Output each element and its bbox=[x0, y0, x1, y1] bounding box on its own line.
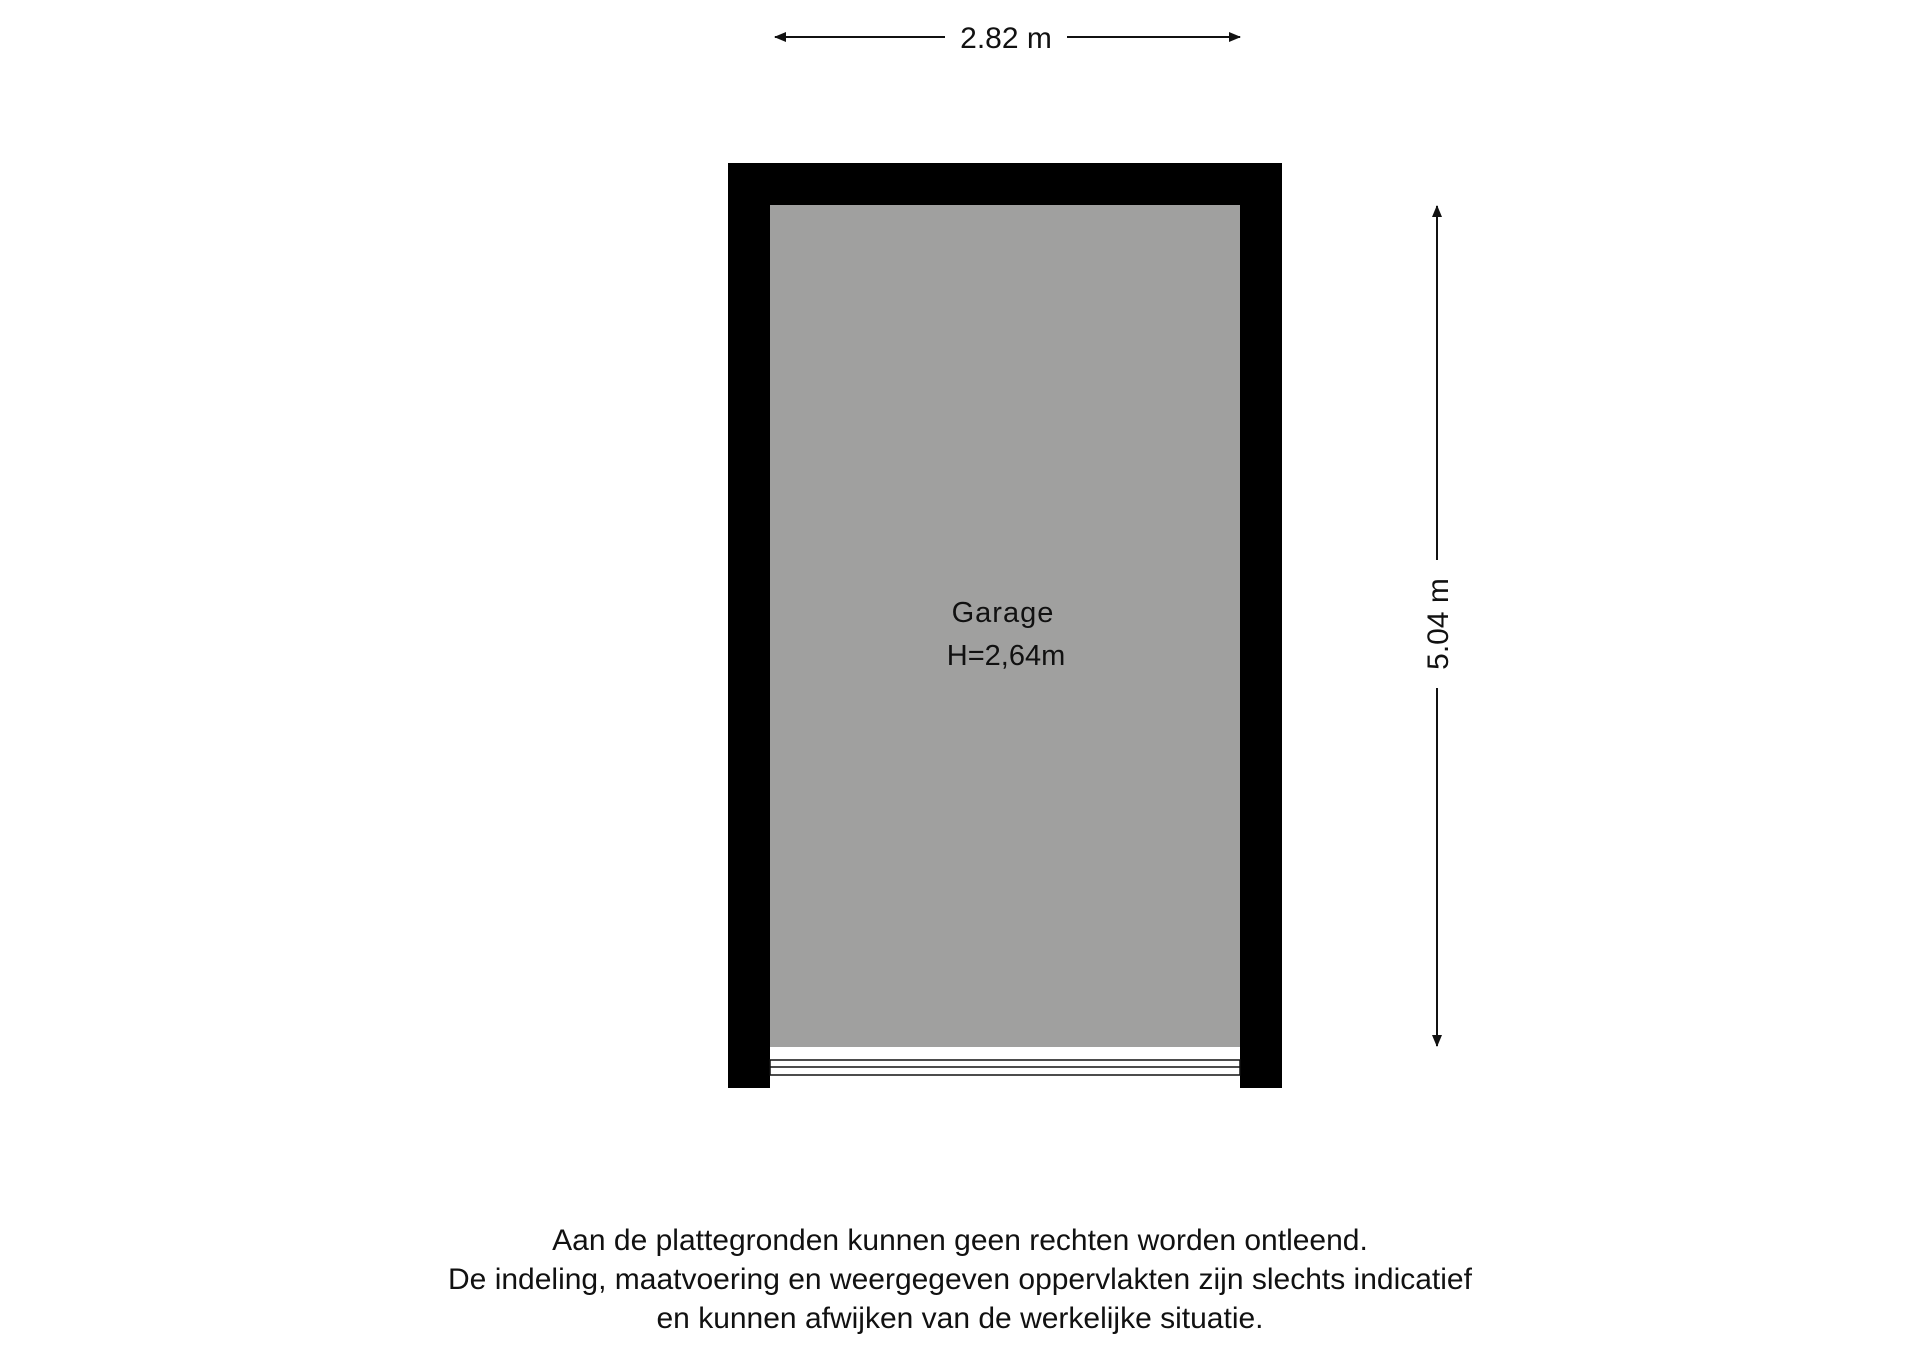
disclaimer bbox=[0, 1221, 1920, 1338]
width-dimension-label: 2.82 m bbox=[960, 22, 1052, 55]
garage-door bbox=[770, 1060, 1240, 1075]
room-height-label: H=2,64m bbox=[946, 640, 1066, 672]
disclaimer-line: Aan de plattegronden kunnen geen rechten worden ontleend. bbox=[552, 1224, 1368, 1257]
disclaimer-line: en kunnen afwijken van de werkelijke situatie. bbox=[656, 1302, 1264, 1335]
depth-dimension bbox=[1422, 206, 1455, 1046]
width-dimension bbox=[775, 22, 1240, 55]
disclaimer-line: De indeling, maatvoering en weergegeven oppervlakten zijn slechts indicatief bbox=[448, 1263, 1472, 1296]
wall-top bbox=[728, 163, 1282, 205]
room-name-label: Garage bbox=[951, 597, 1055, 629]
wall-right bbox=[1240, 163, 1282, 1088]
depth-dimension-label: 5.04 m bbox=[1422, 578, 1455, 670]
wall-left bbox=[728, 163, 770, 1088]
